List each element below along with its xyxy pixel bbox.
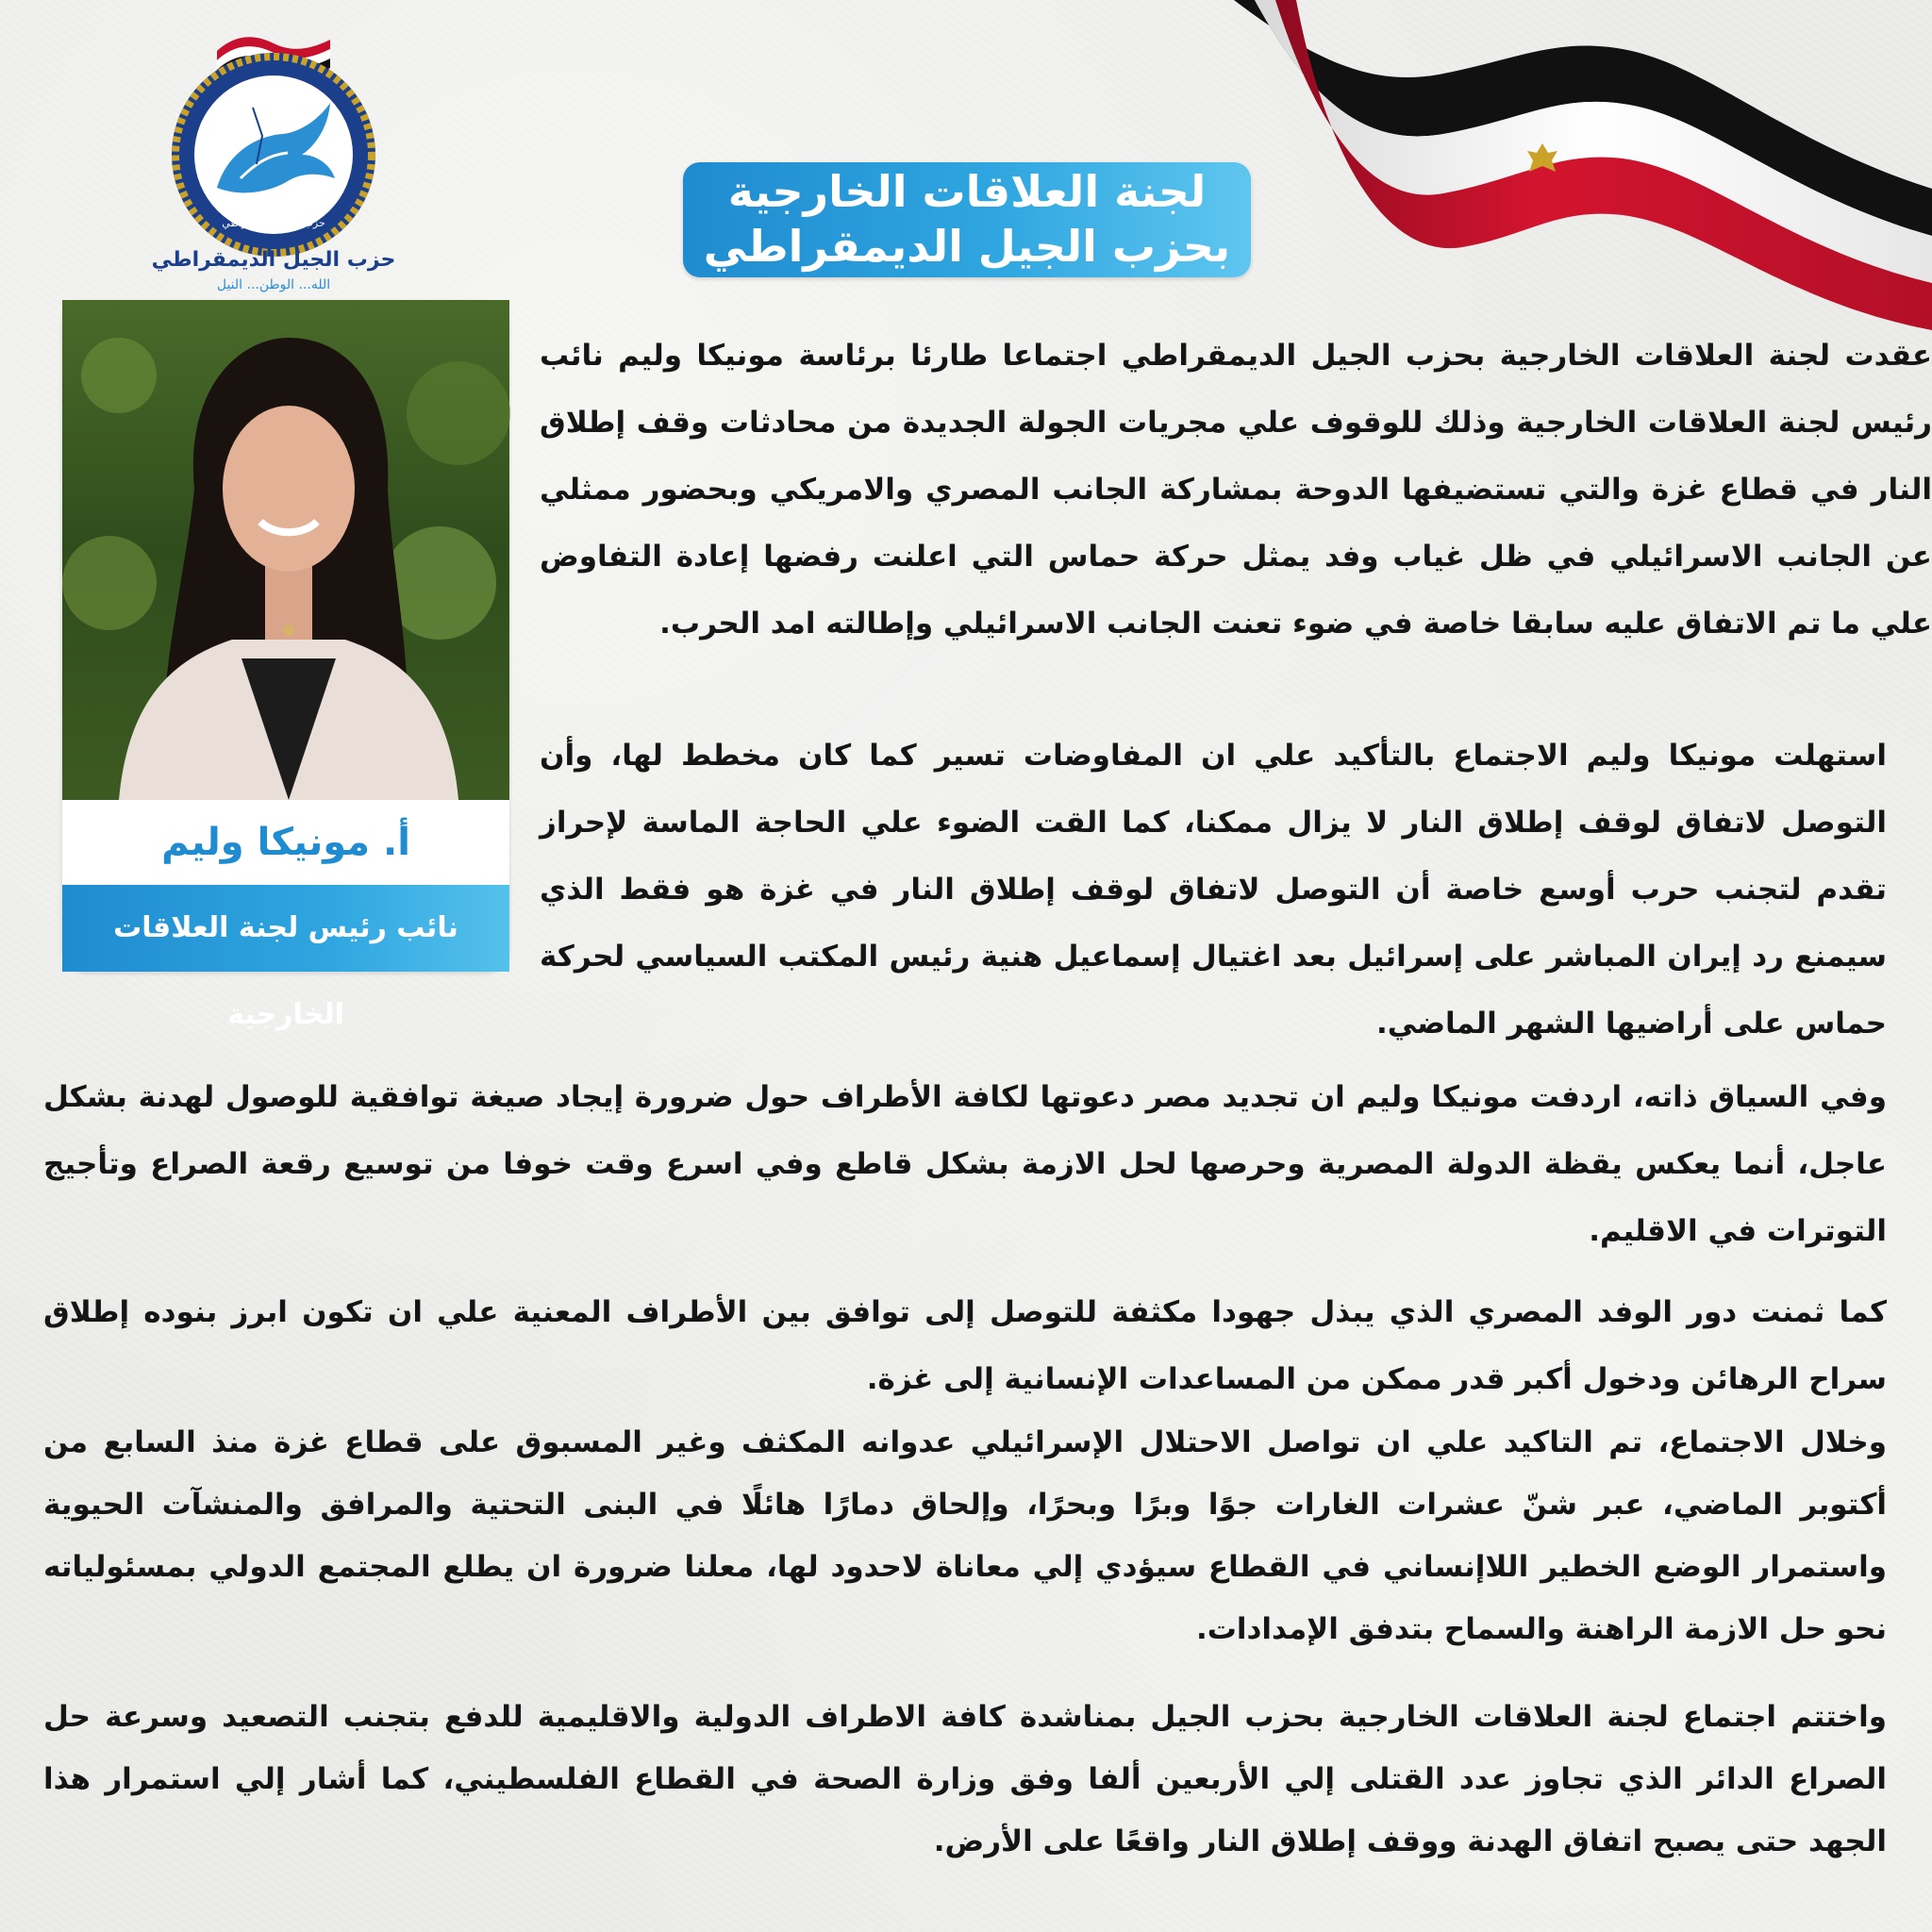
paragraph-6: واختتم اجتماع لجنة العلاقات الخارجية بحزب الجيل بمناشدة كافة الاطراف الدولية والاقليمية للدفع بتجنب التصعيد وسرعة حل الصراع الدائر الذي تجاوز عدد القتلى إلي الأربعين ألفا وفق وزارة الصحة في القطاع الفلسطيني، كما أشار إلي استمرار هذا الجهد حتى يصبح اتفاق الهدنة ووقف إطلاق النار واقعًا على الأرض. — [43, 1700, 1887, 1858]
title-line-2: بحزب الجيل الديمقراطي — [703, 221, 1231, 272]
logo-arc-text: حزب الجيل الديمقراطي — [222, 217, 325, 229]
paragraph-5: وخلال الاجتماع، تم التاكيد علي ان تواصل الاحتلال الإسرائيلي عدوانه المكثف وغير المسبوق على قطاع غزة منذ السابع من أكتوبر الماضي، عبر شنّ عشرات الغارات جوًا وبرًا وبحرًا، وإلحاق دمارًا هائلًا في البنى التحتية والمرافق والمنشآت الحيوية واستمرار الوضع الخطير اللاإنساني في القطاع سيؤدي إلي معاناة لاحدود لها، معلنا ضرورة ان يطلع المجتمع الدولي بمسئولياته نحو حل الازمة الراهنة والسماح بتدفق الإمدادات. — [43, 1425, 1887, 1646]
profile-name: أ. مونيكا وليم — [62, 800, 509, 885]
page-title — [683, 162, 1251, 277]
party-logo — [151, 13, 396, 296]
paragraph-4: كما ثمنت دور الوفد المصري الذي يبذل جهودا مكثفة للتوصل إلى توافق بين الأطراف المعنية علي ان تكون ابرز بنوده إطلاق سراح الرهائن ودخول أكبر قدر ممكن من المساعدات الإنسانية إلى غزة. — [43, 1295, 1887, 1396]
profile-photo — [62, 300, 509, 800]
logo-slogan: الله... الوطن... النيل — [216, 277, 331, 292]
paragraph-1: عقدت لجنة العلاقات الخارجية بحزب الجيل الديمقراطي اجتماعا طارئا برئاسة مونيكا وليم نائب رئيس لجنة العلاقات الخارجية وذلك للوقوف علي مجريات الجولة الجديدة من محادثات وقف إطلاق النار في قطاع غزة والتي تستضيفها الدوحة بمشاركة الجانب المصري والامريكي وبحضور ممثلي عن الجانب الاسرائيلي في ظل غياب وفد يمثل حركة حماس التي اعلنت رفضها إعادة التفاوض علي ما تم الاتفاق عليه سابقا خاصة في ضوء تعنت الجانب الاسرائيلي وإطالته امد الحرب. — [540, 339, 1932, 641]
title-line-1: لجنة العلاقات الخارجية — [727, 166, 1207, 217]
egypt-flag-ribbon — [1217, 0, 1932, 349]
logo-party-name: حزب الجيل الديمقراطي — [151, 248, 396, 272]
paragraph-2: استهلت مونيكا وليم الاجتماع بالتأكيد علي ان المفاوضات تسير كما كان مخطط لها، وأن التوصل لاتفاق لوقف إطلاق النار لا يزال ممكنا، كما القت الضوء علي الحاجة الماسة لإحراز تقدم لتجنب حرب أوسع خاصة أن التوصل لاتفاق لوقف إطلاق النار في غزة هو فقط الذي سيمنع رد إيران المباشر على إسرائيل بعد اغتيال إسماعيل هنية رئيس المكتب السياسي لحركة حماس على أراضيها الشهر الماضي. — [540, 739, 1887, 1041]
profile-role: نائب رئيس لجنة العلاقات الخارجية — [62, 885, 509, 972]
paragraph-3: وفي السياق ذاته، اردفت مونيكا وليم ان تجديد مصر دعوتها لكافة الأطراف حول ضرورة إيجاد صيغة توافقية للوصول لهدنة بشكل عاجل، أنما يعكس يقظة الدولة المصرية وحرصها لحل الازمة بشكل قاطع وفي اسرع وقت خوفا من توسيع رقعة الصراع وتأجيج التوترات في الاقليم. — [43, 1080, 1887, 1248]
profile-card — [62, 300, 509, 1031]
